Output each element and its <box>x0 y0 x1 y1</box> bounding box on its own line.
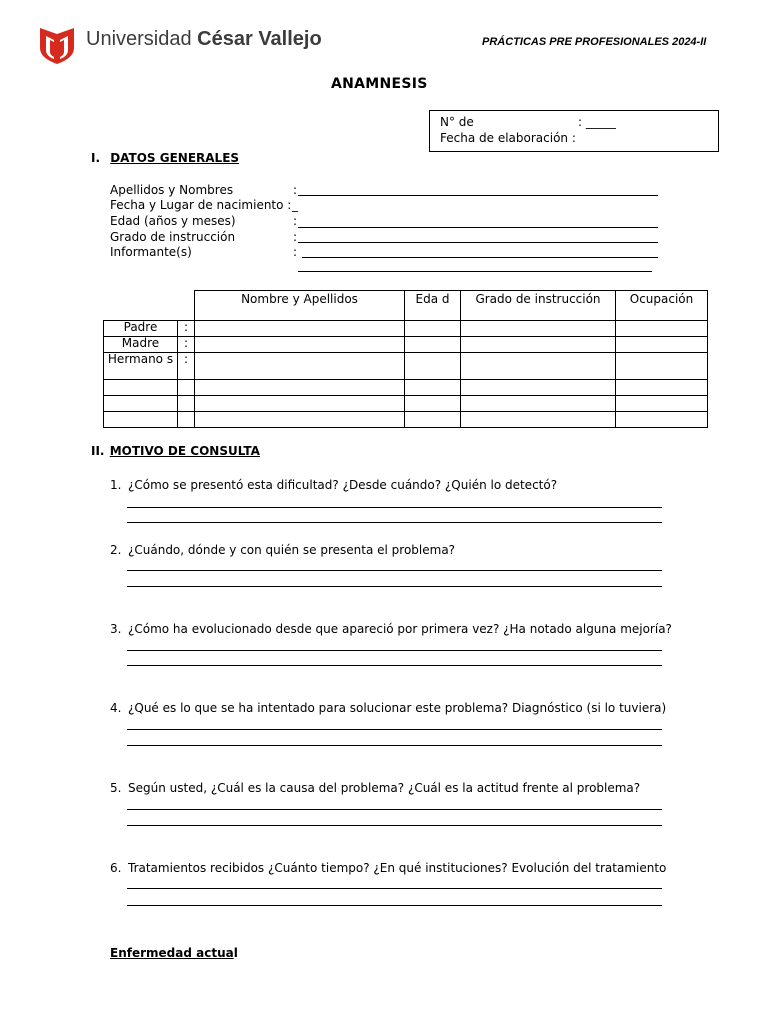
informante-line-1[interactable] <box>302 257 658 258</box>
field-colon: : <box>293 245 298 259</box>
header-ocupacion: Ocupación <box>616 291 708 321</box>
section-1-title: DATOS GENERALES <box>110 151 240 165</box>
numero-value: : _____ <box>578 115 616 129</box>
question-text: ¿Qué es lo que se ha intentado para solucionar este problema? Diagnóstico (si lo tuviera) <box>128 701 667 715</box>
table-row <box>104 337 708 353</box>
table-header-row <box>104 291 708 321</box>
cell[interactable] <box>616 337 708 353</box>
question-number: 6. <box>110 861 122 875</box>
question-number: 2. <box>110 543 122 557</box>
enfermedad-actual-underlined: Enfermedad actua <box>110 946 234 960</box>
cell[interactable] <box>178 396 195 412</box>
cell[interactable] <box>616 380 708 396</box>
header-grado-instruccion: Grado de instrucción <box>461 291 616 321</box>
answer-line[interactable] <box>127 507 662 508</box>
cell[interactable] <box>104 396 178 412</box>
enfermedad-actual-rest: l <box>233 946 238 960</box>
practicas-header: PRÁCTICAS PRE PROFESIONALES 2024-II <box>482 36 707 48</box>
section-1-numeral: I. <box>91 151 101 165</box>
grado-instruccion-line[interactable] <box>298 242 658 243</box>
answer-line[interactable] <box>127 522 662 523</box>
cell[interactable] <box>461 337 616 353</box>
info-box <box>429 110 719 152</box>
university-name-bold: César Vallejo <box>197 28 322 50</box>
cell[interactable] <box>616 412 708 428</box>
question-text: Según usted, ¿Cuál es la causa del problema? ¿Cuál es la actitud frente al problema? <box>128 781 641 795</box>
relation-colon: : <box>178 337 195 353</box>
section-2-numeral: II. <box>91 444 105 458</box>
question-number: 5. <box>110 781 122 795</box>
field-colon: : <box>293 214 298 228</box>
answer-line[interactable] <box>127 729 662 730</box>
cell[interactable] <box>405 380 461 396</box>
university-name <box>86 28 322 51</box>
field-label: Fecha y Lugar de nacimiento : <box>110 198 292 212</box>
relation-colon: : <box>178 353 195 380</box>
cell[interactable] <box>178 412 195 428</box>
university-name-regular: Universidad <box>86 28 198 50</box>
enfermedad-actual-heading <box>110 946 238 960</box>
answer-line[interactable] <box>127 825 662 826</box>
numero-label: N° de <box>440 115 474 129</box>
cell[interactable] <box>104 412 178 428</box>
question-text: ¿Cuándo, dónde y con quién se presenta el problema? <box>128 543 456 557</box>
cell[interactable] <box>405 353 461 380</box>
header-nombre-apellidos: Nombre y Apellidos <box>195 291 405 321</box>
question-number: 4. <box>110 701 122 715</box>
answer-line[interactable] <box>127 570 662 571</box>
cell[interactable] <box>461 380 616 396</box>
edad-line[interactable] <box>298 227 658 228</box>
cell[interactable] <box>195 380 405 396</box>
document-title: ANAMNESIS <box>331 76 428 92</box>
relation-madre: Madre <box>104 337 178 353</box>
relation-colon: : <box>178 321 195 337</box>
table-row <box>104 321 708 337</box>
relation-hermanos: Hermano s <box>104 353 178 380</box>
section-1-heading <box>91 151 239 165</box>
answer-line[interactable] <box>127 888 662 889</box>
cell[interactable] <box>405 396 461 412</box>
university-logo <box>40 26 330 66</box>
table-row <box>104 412 708 428</box>
answer-line[interactable] <box>127 905 662 906</box>
question-number: 1. <box>110 478 122 492</box>
cell[interactable] <box>195 321 405 337</box>
cell[interactable] <box>405 321 461 337</box>
cell[interactable] <box>616 321 708 337</box>
cell[interactable] <box>616 353 708 380</box>
cell[interactable] <box>461 412 616 428</box>
cell[interactable] <box>178 380 195 396</box>
field-colon: : <box>293 230 298 244</box>
cell[interactable] <box>461 353 616 380</box>
answer-line[interactable] <box>127 809 662 810</box>
table-row <box>104 396 708 412</box>
answer-line[interactable] <box>127 745 662 746</box>
relation-padre: Padre <box>104 321 178 337</box>
cell[interactable] <box>405 412 461 428</box>
informante-line-2[interactable] <box>298 271 652 272</box>
cell[interactable] <box>616 396 708 412</box>
header-edad: Eda d <box>405 291 461 321</box>
question-number: 3. <box>110 622 122 636</box>
cell[interactable] <box>104 380 178 396</box>
apellidos-nombres-line[interactable] <box>298 195 658 196</box>
table-row <box>104 380 708 396</box>
field-colon: _ <box>292 198 298 212</box>
fecha-elaboracion-label: Fecha de elaboración : <box>440 131 576 145</box>
cell[interactable] <box>461 321 616 337</box>
cell[interactable] <box>195 396 405 412</box>
section-2-heading <box>91 444 260 458</box>
cell[interactable] <box>195 337 405 353</box>
shield-logo-icon <box>40 26 74 64</box>
answer-line[interactable] <box>127 586 662 587</box>
table-row <box>104 353 708 380</box>
cell[interactable] <box>461 396 616 412</box>
field-label: Apellidos y Nombres <box>110 183 234 197</box>
question-text: ¿Cómo ha evolucionado desde que apareció por primera vez? ¿Ha notado alguna mejoría? <box>128 622 672 636</box>
question-text: ¿Cómo se presentó esta dificultad? ¿Desde cuándo? ¿Quién lo detectó? <box>128 478 558 492</box>
section-2-title: MOTIVO DE CONSULTA <box>109 444 260 458</box>
cell[interactable] <box>195 353 405 380</box>
field-label: Grado de instrucción <box>110 230 236 244</box>
answer-line[interactable] <box>127 650 662 651</box>
question-text: Tratamientos recibidos ¿Cuánto tiempo? ¿En qué instituciones? Evolución del tratamiento <box>128 861 667 875</box>
answer-line[interactable] <box>127 665 662 666</box>
field-colon: : <box>293 183 298 197</box>
family-table <box>103 290 708 428</box>
cell[interactable] <box>195 412 405 428</box>
field-label: Edad (años y meses) <box>110 214 236 228</box>
field-label: Informante(s) <box>110 245 192 259</box>
cell[interactable] <box>405 337 461 353</box>
